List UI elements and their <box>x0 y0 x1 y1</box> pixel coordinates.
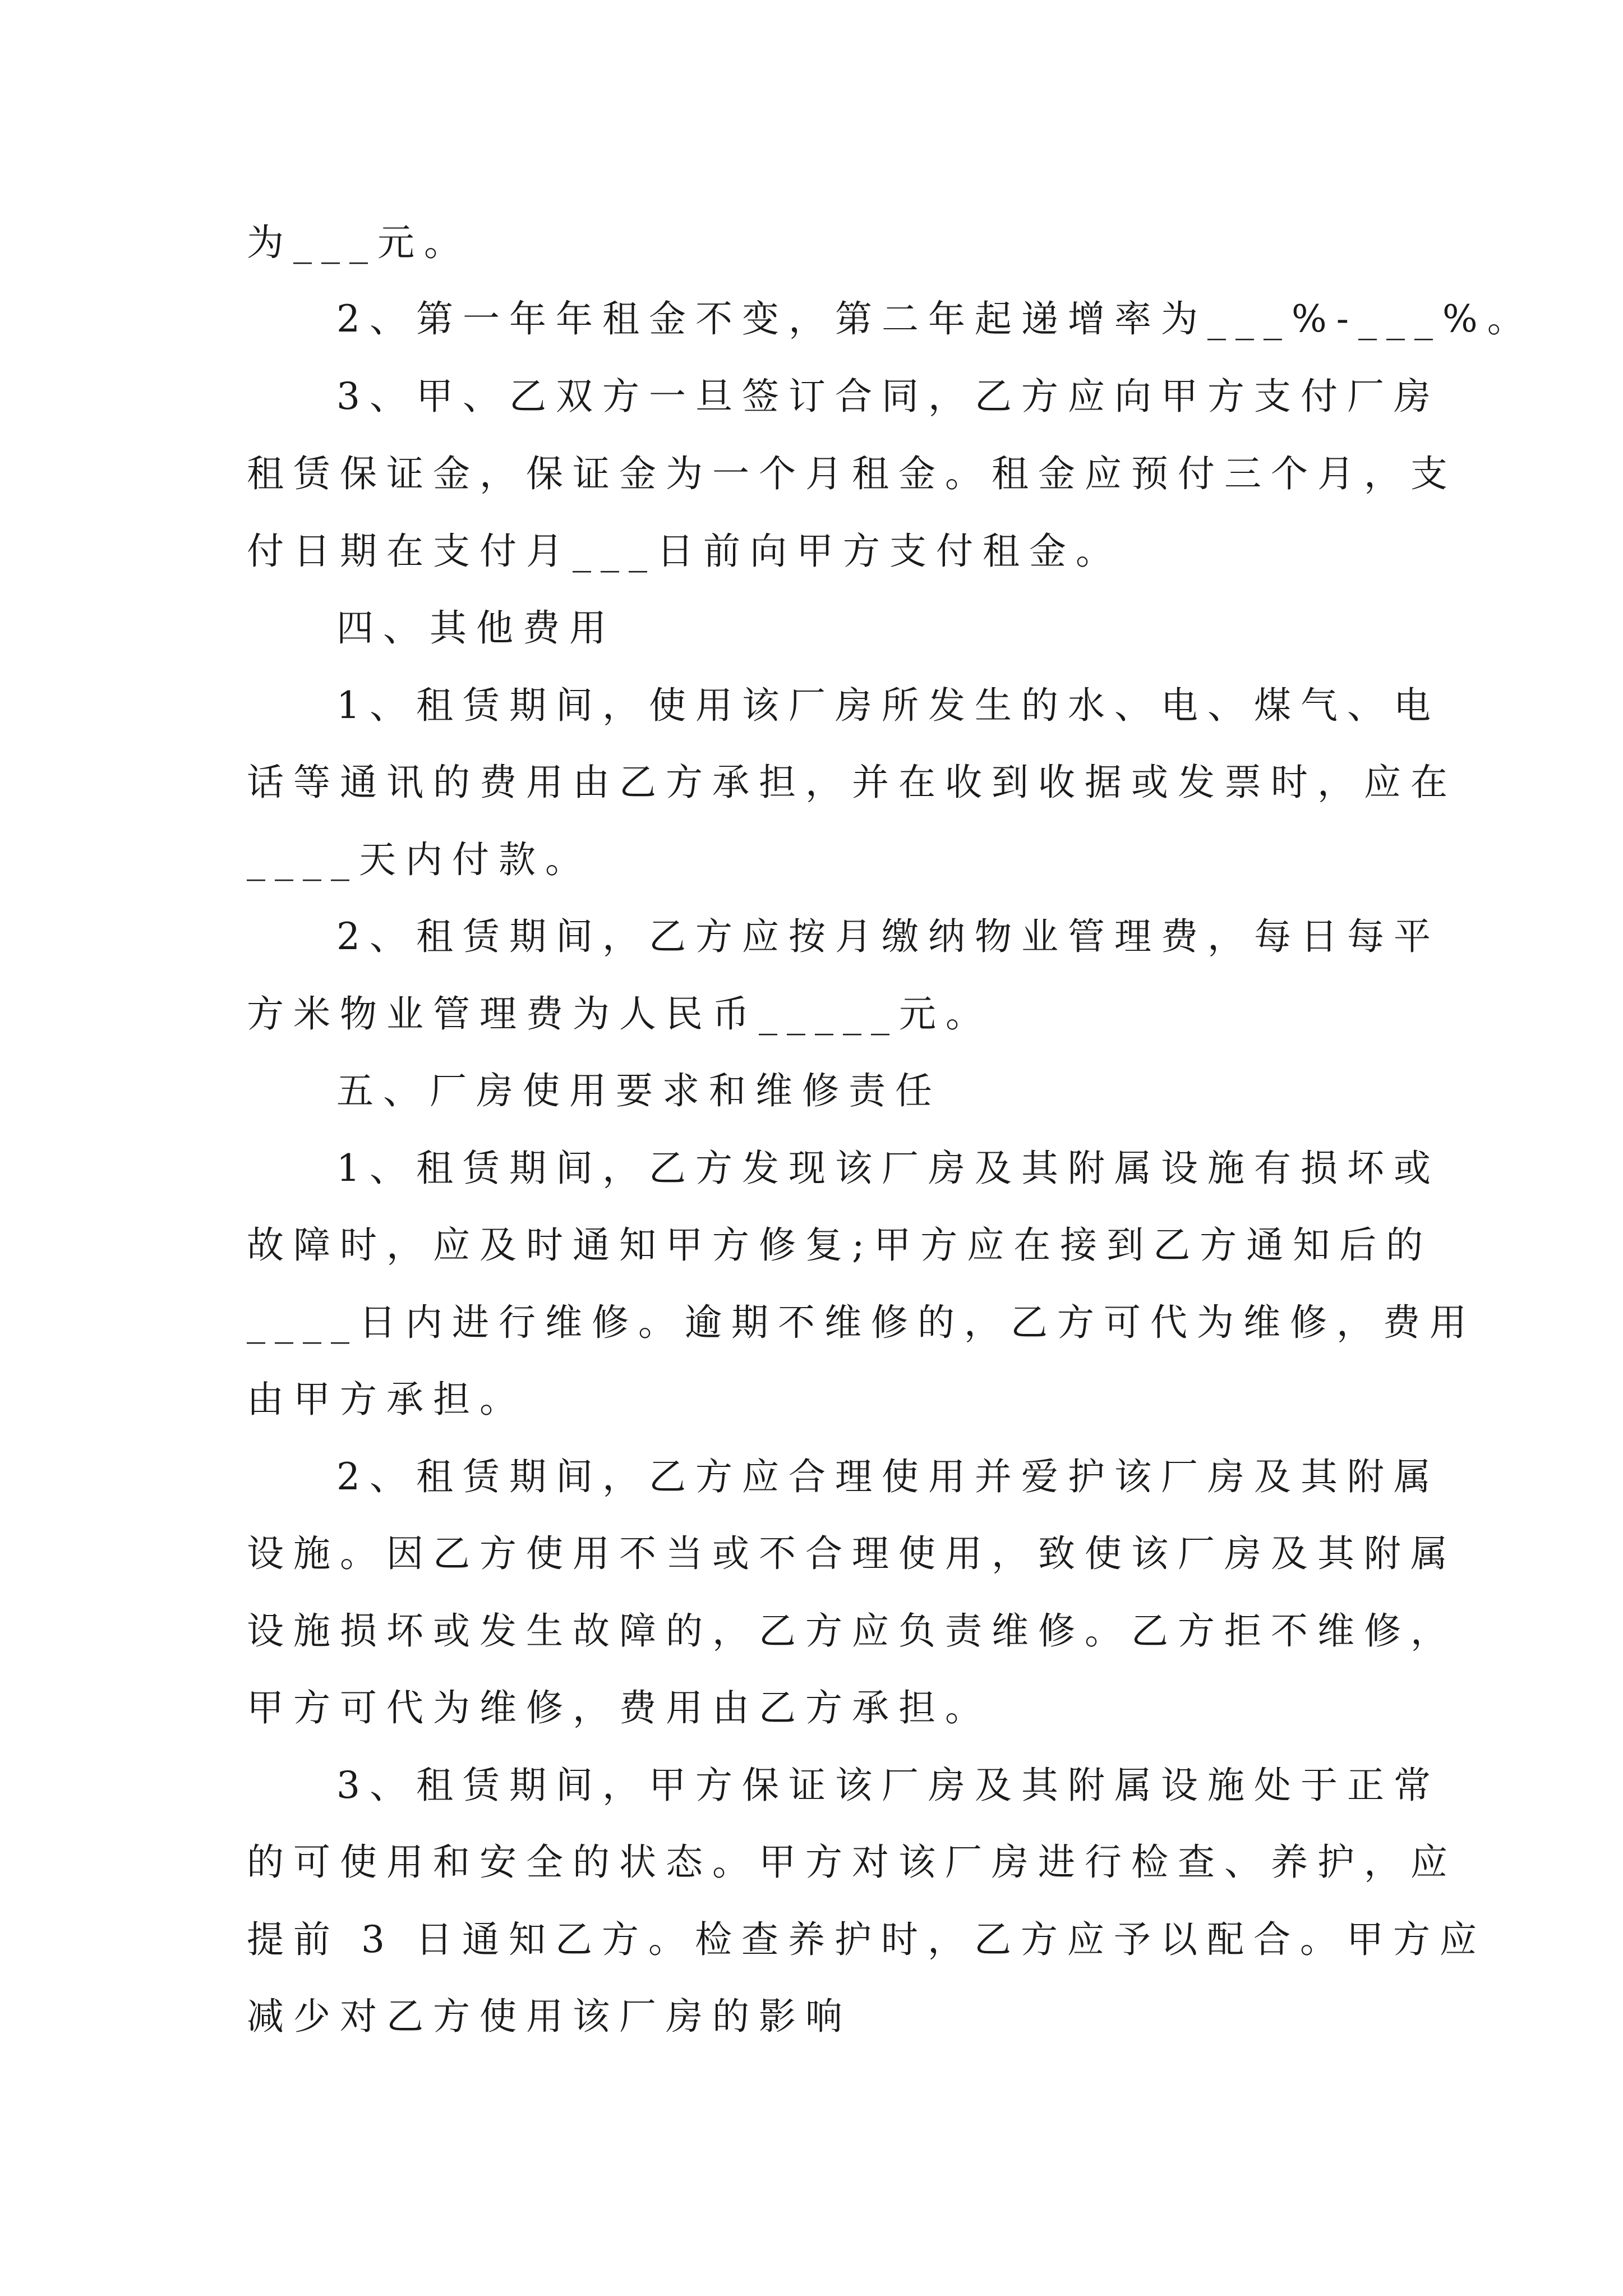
text-line: 的可使用和安全的状态。甲方对该厂房进行检查、养护，应 <box>247 1841 1457 1884</box>
text-line: ____日内进行维修。逾期不维修的，乙方可代为维修，费用 <box>247 1301 1476 1344</box>
text-line: 甲方可代为维修，费用由乙方承担。 <box>247 1686 992 1729</box>
text-line: 减少对乙方使用该厂房的影响 <box>247 1995 852 2038</box>
text-line: 2、租赁期间，乙方应按月缴纳物业管理费，每日每平 <box>336 915 1440 958</box>
text-line: 1、租赁期间，使用该厂房所发生的水、电、煤气、电 <box>336 684 1440 727</box>
text-line: 提前 3 日通知乙方。检查养护时，乙方应予以配合。甲方应 <box>247 1918 1486 1961</box>
text-line: 付日期在支付月___日前向甲方支付租金。 <box>247 530 1122 573</box>
text-line: ____天内付款。 <box>247 838 592 881</box>
text-line: 租赁保证金，保证金为一个月租金。租金应预付三个月，支 <box>247 452 1457 495</box>
section-heading: 五、厂房使用要求和维修责任 <box>336 1069 942 1112</box>
text-line: 话等通讯的费用由乙方承担，并在收到收据或发票时，应在 <box>247 761 1457 804</box>
text-line: 故障时，应及时通知甲方修复;甲方应在接到乙方通知后的 <box>247 1223 1433 1267</box>
text-line: 为___元。 <box>247 221 471 264</box>
text-line: 方米物业管理费为人民币_____元。 <box>247 992 992 1036</box>
text-line: 3、租赁期间，甲方保证该厂房及其附属设施处于正常 <box>336 1764 1440 1807</box>
text-line: 由甲方承担。 <box>247 1378 526 1421</box>
text-line: 1、租赁期间，乙方发现该厂房及其附属设施有损坏或 <box>336 1147 1440 1190</box>
text-line: 2、第一年年租金不变，第二年起递增率为___%-___%。 <box>336 297 1534 341</box>
section-heading: 四、其他费用 <box>336 606 616 650</box>
text-line: 设施。因乙方使用不当或不合理使用，致使该厂房及其附属 <box>247 1532 1457 1575</box>
text-line: 2、租赁期间，乙方应合理使用并爱护该厂房及其附属 <box>336 1455 1440 1498</box>
text-line: 3、甲、乙双方一旦签订合同，乙方应向甲方支付厂房 <box>336 375 1440 418</box>
text-line: 设施损坏或发生故障的，乙方应负责维修。乙方拒不维修， <box>247 1609 1457 1653</box>
